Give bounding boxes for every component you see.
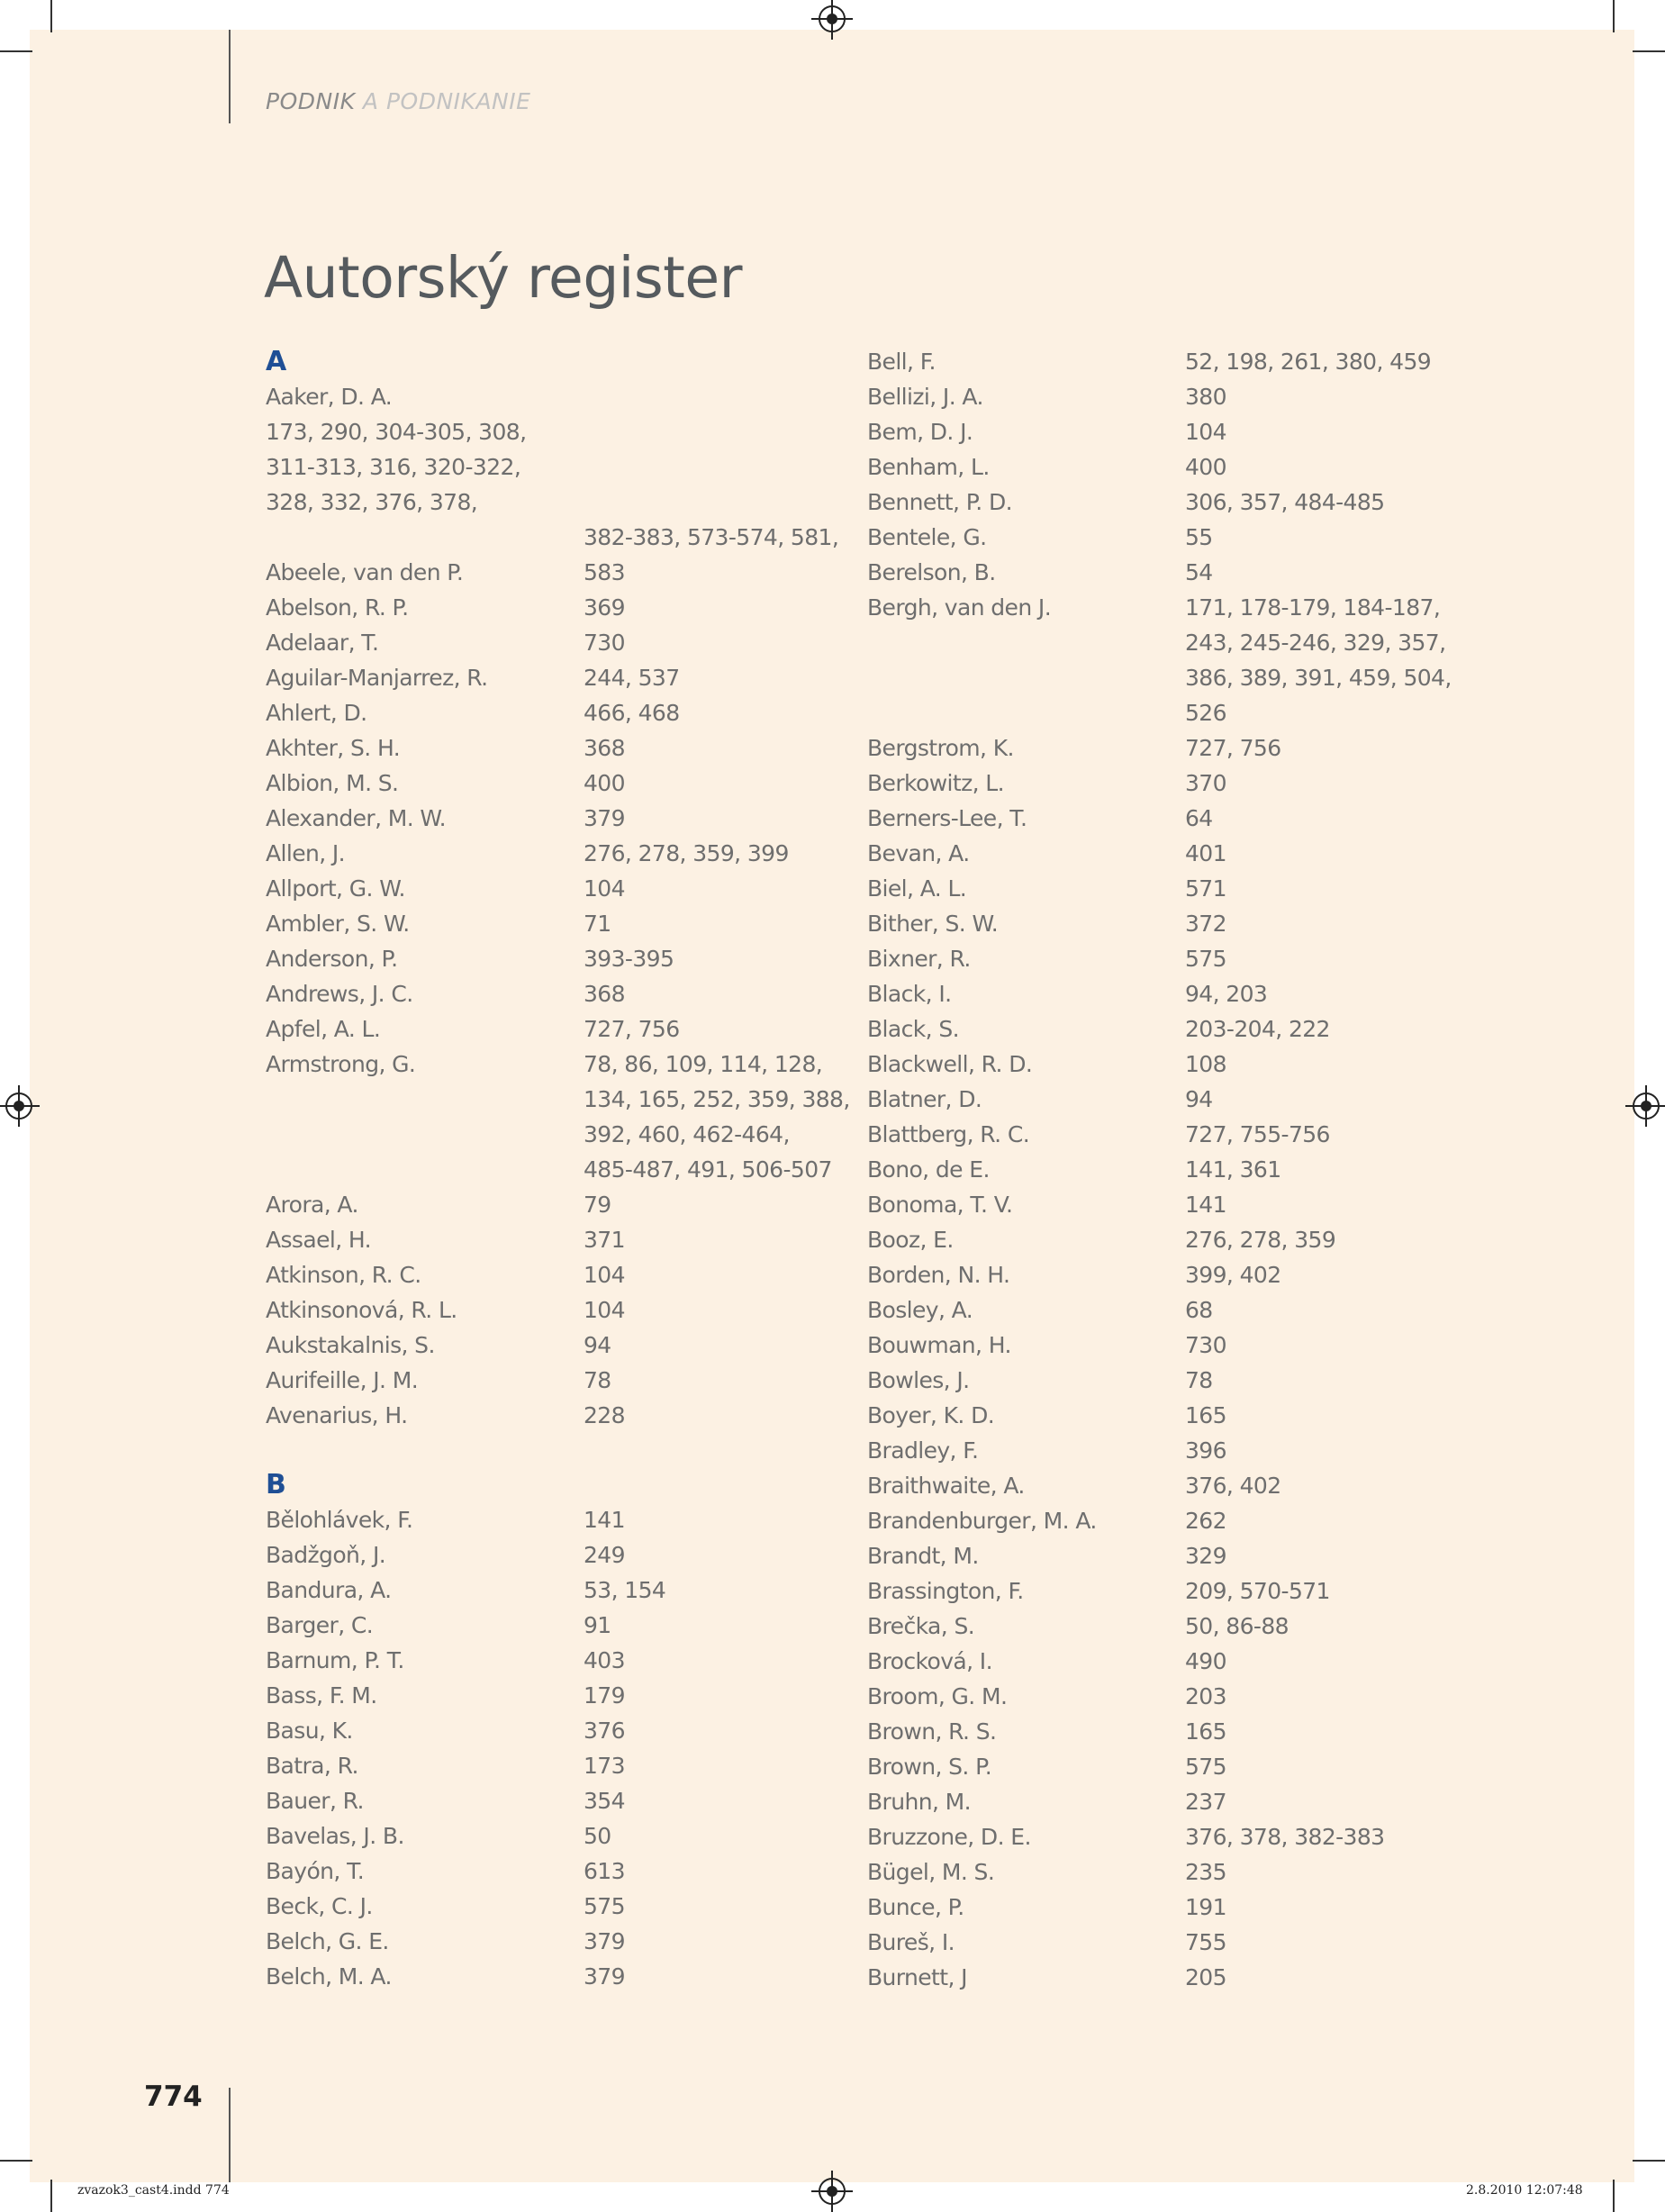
author-name: Bowles, J. — [867, 1367, 970, 1393]
page-references: 400 — [1185, 454, 1226, 480]
index-entry — [867, 766, 1443, 801]
page-references: 376, 402 — [1185, 1473, 1281, 1499]
author-name: Bergstrom, K. — [867, 735, 1014, 761]
page-references: 368 — [584, 735, 625, 761]
author-name: 311-313, 316, 320-322, — [266, 454, 521, 480]
index-entry — [266, 1643, 842, 1678]
crop-mark — [1613, 2180, 1615, 2212]
author-name: Bosley, A. — [867, 1297, 973, 1323]
author-name: 328, 332, 376, 378, — [266, 489, 478, 515]
author-name: Assael, H. — [266, 1227, 371, 1253]
author-name: Borden, N. H. — [867, 1262, 1010, 1288]
page-references: 379 — [584, 1963, 625, 1990]
page-references: 191 — [1185, 1894, 1226, 1920]
author-name: Aukstakalnis, S. — [266, 1332, 435, 1358]
page-references: 78 — [1185, 1367, 1213, 1393]
page-references: 401 — [1185, 840, 1226, 866]
page-references: 403 — [584, 1647, 625, 1673]
index-entry — [867, 1082, 1443, 1117]
page-references: 91 — [584, 1612, 611, 1638]
section-letter: B — [266, 1469, 286, 1500]
page-references: 392, 460, 462-464, — [584, 1121, 790, 1147]
crop-mark — [0, 2160, 32, 2162]
author-name: Bem, D. J. — [867, 419, 973, 445]
index-entry — [266, 555, 842, 590]
page-references: 575 — [1185, 1754, 1226, 1780]
index-column-right — [867, 344, 1452, 1995]
author-name: Braithwaite, A. — [867, 1473, 1025, 1499]
index-entry — [867, 1222, 1443, 1257]
index-entry — [867, 1609, 1443, 1644]
page-references: 368 — [584, 981, 625, 1007]
index-entry — [266, 660, 842, 695]
page-references: 571 — [1185, 875, 1226, 902]
index-entry — [867, 1328, 1443, 1363]
author-name: Allport, G. W. — [266, 875, 405, 902]
index-entry — [266, 1257, 842, 1292]
registration-mark-icon — [1633, 1092, 1660, 1120]
page-references: 203-204, 222 — [1185, 1016, 1330, 1042]
index-entry — [266, 1783, 842, 1818]
index-entry — [867, 1363, 1443, 1398]
registration-mark-icon — [5, 1092, 32, 1120]
index-entry — [266, 379, 842, 414]
page-references: 370 — [1185, 770, 1226, 796]
page-references: 94 — [584, 1332, 611, 1358]
page-references: 329 — [1185, 1543, 1226, 1569]
registration-mark-icon — [819, 5, 846, 32]
author-name: Berelson, B. — [867, 559, 996, 585]
index-entry — [266, 766, 842, 801]
index-entry — [266, 1889, 842, 1924]
author-name: Ambler, S. W. — [266, 911, 410, 937]
section-letter: A — [266, 346, 287, 377]
index-entry — [266, 801, 842, 836]
index-entry — [266, 730, 842, 766]
index-entry — [867, 1117, 1443, 1152]
index-entry — [867, 590, 1443, 625]
page-references: 68 — [1185, 1297, 1213, 1323]
author-name: Abeele, van den P. — [266, 559, 464, 585]
index-entry — [867, 1187, 1443, 1222]
page-references: 141, 361 — [1185, 1156, 1281, 1183]
author-name: Badžgoň, J. — [266, 1542, 386, 1568]
crop-mark — [50, 0, 52, 32]
page-references: 379 — [584, 1928, 625, 1954]
page-references: 727, 755-756 — [1185, 1121, 1330, 1147]
author-name: Berners-Lee, T. — [867, 805, 1027, 831]
index-entry — [266, 449, 842, 485]
page-references: 205 — [1185, 1964, 1226, 1990]
author-name: Broom, G. M. — [867, 1683, 1008, 1709]
page-references: 526 — [1185, 700, 1226, 726]
author-name: Bevan, A. — [867, 840, 970, 866]
index-entry — [266, 871, 842, 906]
index-entry — [867, 344, 1443, 379]
index-entry — [867, 836, 1443, 871]
header-rule — [229, 30, 231, 123]
author-name: Armstrong, G. — [266, 1051, 416, 1077]
page-references: 575 — [584, 1893, 625, 1919]
author-name: Andrews, J. C. — [266, 981, 413, 1007]
author-name: Brandenburger, M. A. — [867, 1508, 1097, 1534]
page-references: 399, 402 — [1185, 1262, 1281, 1288]
index-entry — [266, 485, 842, 520]
author-name: Bradley, F. — [867, 1437, 979, 1464]
index-entry — [266, 414, 842, 449]
page-references: 141 — [584, 1507, 625, 1533]
author-name: Black, I. — [867, 981, 952, 1007]
page-references: 203 — [1185, 1683, 1226, 1709]
author-name: Bavelas, J. B. — [266, 1823, 404, 1849]
author-name: Bruzzone, D. E. — [867, 1824, 1031, 1850]
page-references: 276, 278, 359 — [1185, 1227, 1336, 1253]
crop-mark — [0, 50, 32, 52]
index-entry — [266, 1748, 842, 1783]
page-references: 243, 245-246, 329, 357, — [1185, 630, 1446, 656]
author-name: Atkinsonová, R. L. — [266, 1297, 457, 1323]
index-entry — [266, 1292, 842, 1328]
index-entry — [867, 1398, 1443, 1433]
page-references: 237 — [1185, 1789, 1226, 1815]
author-name: Bergh, van den J. — [867, 594, 1052, 621]
author-name: Bentele, G. — [867, 524, 987, 550]
page-references: 173 — [584, 1753, 625, 1779]
author-name: Ahlert, D. — [266, 700, 367, 726]
author-name: Batra, R. — [266, 1753, 358, 1779]
author-name: Aaker, D. A. — [266, 384, 393, 410]
page-references: 371 — [584, 1227, 625, 1253]
author-name: Bixner, R. — [867, 946, 971, 972]
index-entry — [867, 906, 1443, 941]
page-references: 249 — [584, 1542, 625, 1568]
page-references: 134, 165, 252, 359, 388, — [584, 1086, 850, 1112]
page-references: 730 — [584, 630, 625, 656]
footer-rule — [229, 2088, 231, 2182]
page-references: 306, 357, 484-485 — [1185, 489, 1385, 515]
author-name: Apfel, A. L. — [266, 1016, 381, 1042]
page-references: 485-487, 491, 506-507 — [584, 1156, 832, 1183]
author-name: Blattberg, R. C. — [867, 1121, 1030, 1147]
author-name: Bělohlávek, F. — [266, 1507, 413, 1533]
author-name: Berkowitz, L. — [867, 770, 1004, 796]
page-references: 244, 537 — [584, 665, 680, 691]
author-name: Barnum, P. T. — [266, 1647, 404, 1673]
page-references: 78 — [584, 1367, 611, 1393]
index-entry — [867, 801, 1443, 836]
index-entry — [266, 590, 842, 625]
page-references: 396 — [1185, 1437, 1226, 1464]
crop-mark — [1613, 0, 1615, 32]
page-references: 52, 198, 261, 380, 459 — [1185, 349, 1432, 375]
author-name: Atkinson, R. C. — [266, 1262, 421, 1288]
author-name: Avenarius, H. — [266, 1402, 408, 1428]
page-references: 78, 86, 109, 114, 128, — [584, 1051, 823, 1077]
index-entry — [266, 1537, 842, 1573]
page-references: 379 — [584, 805, 625, 831]
page-references: 209, 570-571 — [1185, 1578, 1330, 1604]
index-entry — [867, 1714, 1443, 1749]
author-name: Abelson, R. P. — [266, 594, 409, 621]
author-name: Bandura, A. — [266, 1577, 392, 1603]
index-entry — [867, 520, 1443, 555]
index-entry — [867, 1468, 1443, 1503]
page-references: 755 — [1185, 1929, 1226, 1955]
author-name: Brandt, M. — [867, 1543, 979, 1569]
page-references: 94 — [1185, 1086, 1213, 1112]
page-references: 79 — [584, 1192, 611, 1218]
author-name: Bither, S. W. — [867, 911, 999, 937]
page-references: 53, 154 — [584, 1577, 666, 1603]
section-spacer — [266, 1433, 842, 1467]
index-entry — [266, 1854, 842, 1889]
page-references: 393-395 — [584, 946, 674, 972]
index-entry — [867, 1433, 1443, 1468]
index-entry — [867, 449, 1443, 485]
author-name: Blatner, D. — [867, 1086, 982, 1112]
page-references: 386, 389, 391, 459, 504, — [1185, 665, 1452, 691]
author-name: Adelaar, T. — [266, 630, 379, 656]
author-name: Belch, G. E. — [266, 1928, 389, 1954]
author-name: Bureš, I. — [867, 1929, 955, 1955]
index-entry — [266, 1011, 842, 1047]
slug-left: zvazok3_cast4.indd 774 — [77, 2183, 230, 2198]
index-entry — [266, 625, 842, 660]
author-name: Brocková, I. — [867, 1648, 992, 1674]
crop-mark — [1633, 50, 1665, 52]
author-name: Aurifeille, J. M. — [266, 1367, 419, 1393]
page-references: 466, 468 — [584, 700, 680, 726]
index-entry — [867, 1819, 1443, 1854]
index-entry — [266, 1152, 842, 1187]
index-entry — [266, 1502, 842, 1537]
page-references: 179 — [584, 1682, 625, 1709]
index-entry — [266, 1398, 842, 1433]
index-entry — [266, 1187, 842, 1222]
index-entry — [266, 1082, 850, 1117]
author-name: Basu, K. — [266, 1718, 353, 1744]
author-name: Blackwell, R. D. — [867, 1051, 1033, 1077]
author-name: Belch, M. A. — [266, 1963, 392, 1990]
page-references: 50, 86-88 — [1185, 1613, 1289, 1639]
index-entry — [266, 1222, 842, 1257]
index-entry — [266, 836, 842, 871]
index-entry — [266, 976, 842, 1011]
page-references: 54 — [1185, 559, 1213, 585]
index-entry — [266, 695, 842, 730]
page-references: 369 — [584, 594, 625, 621]
page-references: 104 — [584, 875, 625, 902]
page-references: 55 — [1185, 524, 1213, 550]
author-name: Bass, F. M. — [266, 1682, 377, 1709]
index-entry — [867, 976, 1443, 1011]
author-name: Bellizi, J. A. — [867, 384, 983, 410]
author-name: Brečka, S. — [867, 1613, 975, 1639]
page-references: 94, 203 — [1185, 981, 1268, 1007]
page-references: 376, 378, 382-383 — [1185, 1824, 1385, 1850]
index-entry — [266, 1818, 842, 1854]
index-entry — [266, 1678, 842, 1713]
index-entry — [867, 941, 1443, 976]
index-entry — [867, 1257, 1443, 1292]
author-name: Burnett, J — [867, 1964, 967, 1990]
author-name: Bonoma, T. V. — [867, 1192, 1013, 1218]
page-references: 235 — [1185, 1859, 1226, 1885]
index-entry — [266, 1959, 842, 1994]
index-entry — [266, 1117, 842, 1152]
author-name: Beck, C. J. — [266, 1893, 373, 1919]
index-entry — [867, 414, 1443, 449]
running-header — [266, 88, 530, 114]
page-references: 730 — [1185, 1332, 1226, 1358]
author-name: Benham, L. — [867, 454, 990, 480]
author-name: Allen, J. — [266, 840, 346, 866]
page-references: 380 — [1185, 384, 1226, 410]
page-references: 376 — [584, 1718, 625, 1744]
index-entry — [266, 1047, 842, 1082]
index-entry — [266, 1363, 842, 1398]
page-references: 171, 178-179, 184-187, — [1185, 594, 1441, 621]
page-references: 575 — [1185, 946, 1226, 972]
index-entry — [867, 1749, 1443, 1784]
page-references: 276, 278, 359, 399 — [584, 840, 789, 866]
page-references: 64 — [1185, 805, 1213, 831]
page-references: 141 — [1185, 1192, 1226, 1218]
index-entry — [867, 660, 1452, 695]
author-name: Booz, E. — [867, 1227, 954, 1253]
author-name: Arora, A. — [266, 1192, 358, 1218]
index-entry — [867, 1573, 1443, 1609]
author-name: Black, S. — [867, 1016, 959, 1042]
author-name: Bruhn, M. — [867, 1789, 971, 1815]
author-name: Aguilar-Manjarrez, R. — [266, 665, 488, 691]
author-name: Brown, S. P. — [867, 1754, 992, 1780]
page-references: 228 — [584, 1402, 625, 1428]
page-references: 613 — [584, 1858, 625, 1884]
author-name: Barger, C. — [266, 1612, 374, 1638]
index-entry — [266, 1328, 842, 1363]
page-references: 583 — [584, 559, 625, 585]
author-name: Bayón, T. — [266, 1858, 365, 1884]
page-references: 400 — [584, 770, 625, 796]
index-entry — [867, 730, 1443, 766]
index-entry — [867, 1784, 1443, 1819]
author-name: Bauer, R. — [266, 1788, 364, 1814]
index-entry — [867, 1011, 1443, 1047]
header-part-1: PODNIK — [266, 88, 356, 114]
index-entry — [867, 625, 1446, 660]
page-references: 108 — [1185, 1051, 1226, 1077]
index-entry — [867, 1854, 1443, 1890]
page-references: 354 — [584, 1788, 625, 1814]
page-title: Autorský register — [264, 245, 742, 311]
index-entry — [867, 1925, 1443, 1960]
author-name: Bono, de E. — [867, 1156, 990, 1183]
registration-mark-icon — [819, 2178, 846, 2205]
index-entry — [266, 1924, 842, 1959]
author-name: Brassington, F. — [867, 1578, 1024, 1604]
page-references: 71 — [584, 911, 611, 937]
index-entry — [867, 379, 1443, 414]
index-entry — [867, 1679, 1443, 1714]
author-name: Bouwman, H. — [867, 1332, 1011, 1358]
index-entry — [867, 871, 1443, 906]
author-name: Albion, M. S. — [266, 770, 399, 796]
index-entry — [266, 1573, 842, 1608]
index-entry — [266, 1608, 842, 1643]
page-references: 165 — [1185, 1402, 1226, 1428]
index-entry — [867, 1644, 1443, 1679]
author-name: Akhter, S. H. — [266, 735, 401, 761]
page-references: 165 — [1185, 1718, 1226, 1745]
page-references: 262 — [1185, 1508, 1226, 1534]
page-references: 382-383, 573-574, 581, — [584, 524, 839, 550]
index-entry — [867, 1503, 1443, 1538]
index-entry — [266, 1713, 842, 1748]
author-name: Bell, F. — [867, 349, 936, 375]
author-name: Bennett, P. D. — [867, 489, 1012, 515]
index-entry — [867, 1152, 1443, 1187]
page-references: 727, 756 — [584, 1016, 680, 1042]
page-references: 104 — [584, 1262, 625, 1288]
author-name: Bunce, P. — [867, 1894, 964, 1920]
slug-right: 2.8.2010 12:07:48 — [1466, 2183, 1583, 2198]
index-entry — [266, 520, 842, 555]
index-entry — [867, 1890, 1443, 1925]
crop-mark — [50, 2180, 52, 2212]
index-column-left — [266, 344, 850, 1994]
author-name: Boyer, K. D. — [867, 1402, 995, 1428]
crop-mark — [1633, 2160, 1665, 2162]
index-entry — [867, 1960, 1443, 1995]
author-name: Bügel, M. S. — [867, 1859, 995, 1885]
index-entry — [867, 555, 1443, 590]
page-references: 490 — [1185, 1648, 1226, 1674]
index-entry — [266, 906, 842, 941]
header-part-2: A PODNIKANIE — [355, 88, 531, 114]
page-references: 104 — [584, 1297, 625, 1323]
page-references: 104 — [1185, 419, 1226, 445]
page-references: 50 — [584, 1823, 611, 1849]
index-entry — [266, 941, 842, 976]
index-entry — [867, 1538, 1443, 1573]
author-name: 173, 290, 304-305, 308, — [266, 419, 527, 445]
author-name: Alexander, M. W. — [266, 805, 447, 831]
index-entry — [867, 485, 1443, 520]
index-entry — [867, 1047, 1443, 1082]
author-name: Anderson, P. — [266, 946, 398, 972]
author-name: Biel, A. L. — [867, 875, 967, 902]
page-references: 727, 756 — [1185, 735, 1281, 761]
author-name: Brown, R. S. — [867, 1718, 997, 1745]
index-entry — [867, 1292, 1443, 1328]
page-number: 774 — [144, 2081, 203, 2113]
page-references: 372 — [1185, 911, 1226, 937]
index-entry — [867, 695, 1443, 730]
